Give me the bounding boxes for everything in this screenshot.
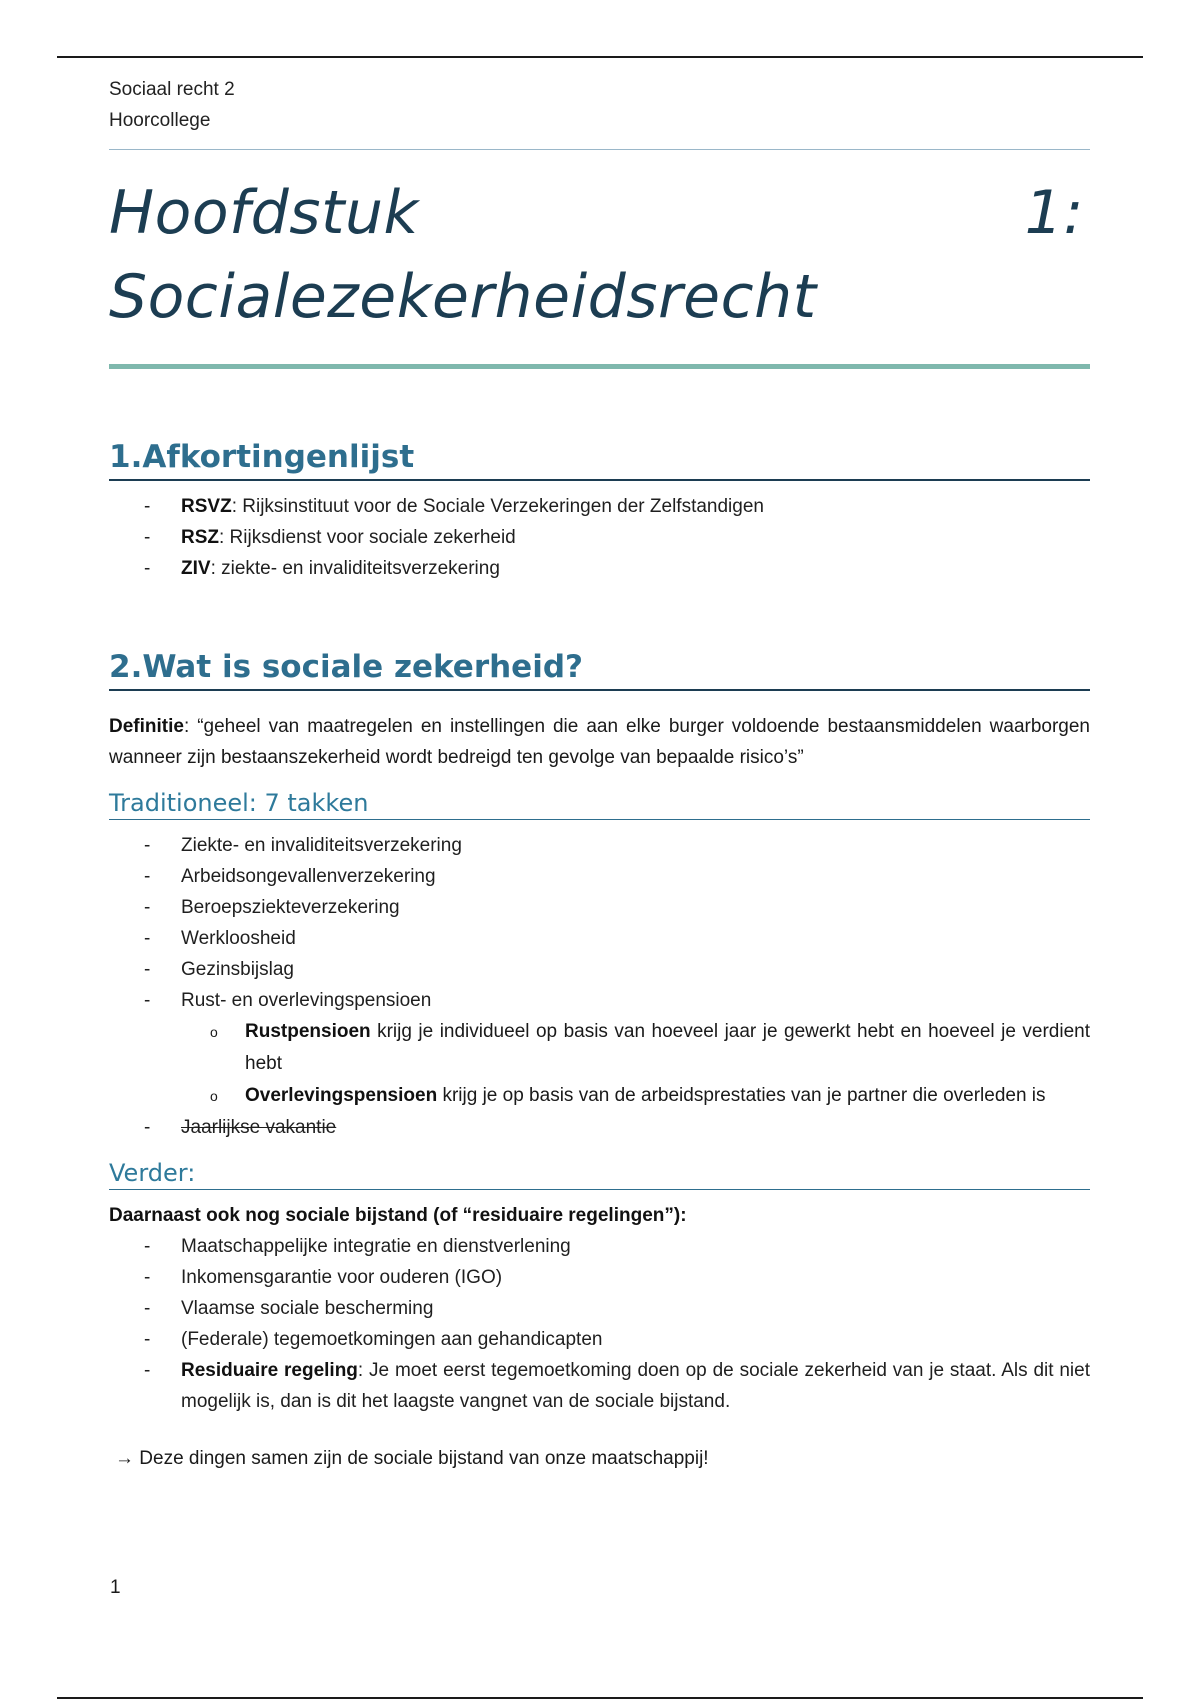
list-item: - ZIV: ziekte- en invaliditeitsverzekering <box>144 558 500 579</box>
header-type: Hoorcollege <box>109 110 211 131</box>
section-heading-abbreviations: 1.Afkortingenlijst <box>109 439 1090 481</box>
header-course: Sociaal recht 2 <box>109 79 235 100</box>
top-rule <box>57 56 1143 58</box>
chapter-title-line2: Socialezekerheidsrecht <box>109 262 817 332</box>
list-item: - Gezinsbijslag <box>144 959 294 980</box>
struck-list <box>109 1112 1090 1143</box>
chapter-title <box>109 171 1090 339</box>
list-item: - RSZ: Rijksdienst voor sociale zekerheid <box>144 527 516 548</box>
list-item: - Rust- en overlevingspensioen <box>144 990 432 1011</box>
chapter-title-line1: Hoofdstuk <box>109 178 419 248</box>
conclusion-line: → Deze dingen samen zijn de sociale bijstand van onze maatschappij! <box>115 1448 709 1469</box>
list-item: - Arbeidsongevallenverzekering <box>144 866 436 887</box>
header-divider <box>109 149 1090 150</box>
list-item: - (Federale) tegemoetkomingen aan gehandicapten <box>144 1329 603 1350</box>
page-number: 1 <box>110 1577 121 1598</box>
list-item: o Rustpensioen krijg je individueel op basis van hoeveel jaar je gewerkt hebt en hoeveel je verdient hebt <box>210 1021 1090 1074</box>
section-heading-social-security: 2.Wat is sociale zekerheid? <box>109 649 1090 691</box>
abbreviation-list <box>109 491 1090 584</box>
list-item: o Overlevingspensioen krijg je op basis van de arbeidsprestaties van je partner die overleden is <box>210 1085 1046 1106</box>
assistance-intro: Daarnaast ook nog sociale bijstand (of “residuaire regelingen”): <box>109 1205 687 1226</box>
list-item: - Maatschappelijke integratie en dienstverlening <box>144 1236 571 1257</box>
list-item-struck: - Jaarlijkse vakantie <box>144 1117 337 1138</box>
list-item: - RSVZ: Rijksinstituut voor de Sociale Verzekeringen der Zelfstandigen <box>144 496 764 517</box>
chapter-number: 1: <box>1024 178 1084 248</box>
document-page <box>109 74 1090 1474</box>
list-item: - Inkomensgarantie voor ouderen (IGO) <box>144 1267 503 1288</box>
list-item: - Ziekte- en invaliditeitsverzekering <box>144 835 462 856</box>
subheading-further: Verder: <box>109 1159 1090 1190</box>
assistance-list <box>109 1231 1090 1417</box>
title-underline <box>109 364 1090 369</box>
bottom-rule <box>57 1697 1143 1699</box>
list-item: - Werkloosheid <box>144 928 296 949</box>
list-item: - Vlaamse sociale bescherming <box>144 1298 434 1319</box>
arrow-right-icon: → <box>115 1448 134 1469</box>
list-item: - Residuaire regeling: Je moet eerst tegemoetkoming doen op de sociale zekerheid van je staat. Als dit niet mogelijk is, dan is dit het laagste vangnet van de sociale bijstand. <box>144 1360 1090 1412</box>
pension-sublist <box>109 1016 1090 1112</box>
branches-list <box>109 830 1090 1016</box>
running-header <box>109 74 1090 136</box>
subheading-traditional: Traditioneel: 7 takken <box>109 789 1090 820</box>
list-item: - Beroepsziekteverzekering <box>144 897 400 918</box>
definition-paragraph: Definitie: “geheel van maatregelen en instellingen die aan elke burger voldoende bestaansmiddelen waarborgen wanneer zijn bestaanszekerheid wordt bedreigd ten gevolge van bepaalde risico’s” <box>109 716 1090 768</box>
